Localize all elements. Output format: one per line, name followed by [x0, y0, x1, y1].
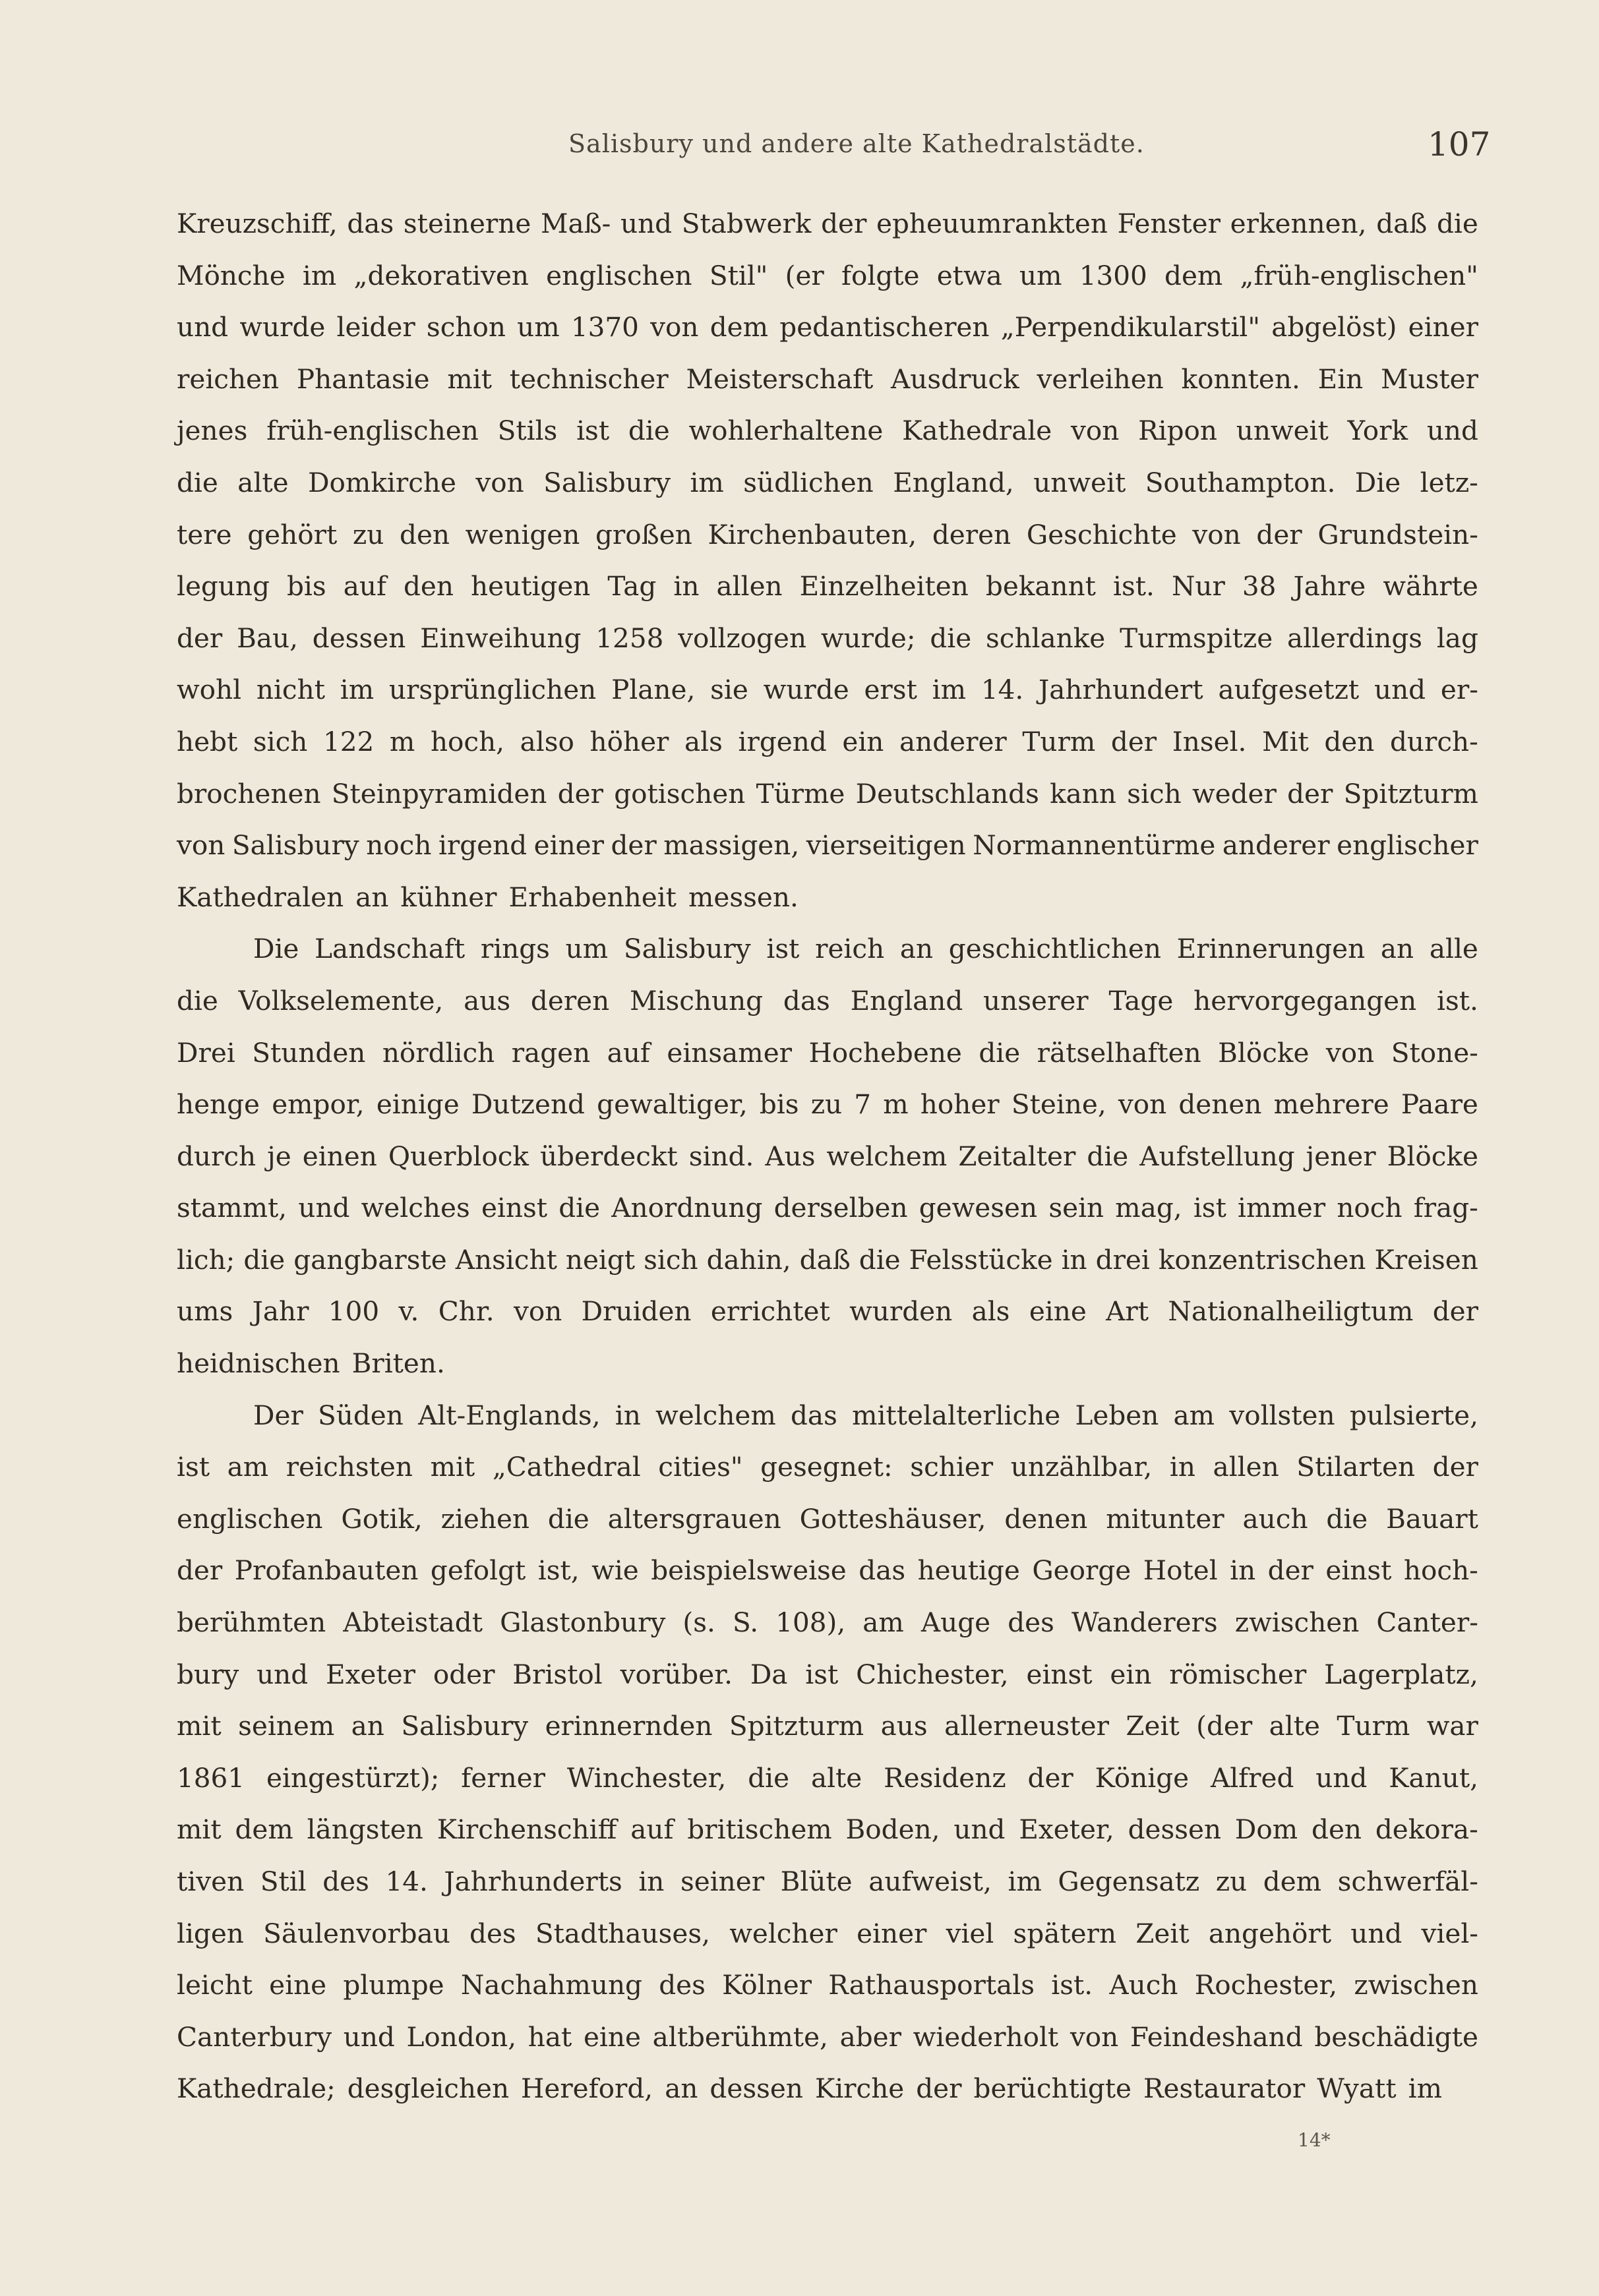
text-line: mit seinem an Salisbury erinnernden Spitzturm aus allerneuster Zeit (der alte Turm war — [177, 1710, 1478, 1742]
text-line: bury und Exeter oder Bristol vorüber. Da ist Chichester, einst ein römischer Lagerplatz, — [177, 1658, 1478, 1690]
body-text — [177, 198, 1478, 2115]
text-line: wohl nicht im ursprünglichen Plane, sie wurde erst im 14. Jahrhundert aufgesetzt und er- — [177, 674, 1478, 706]
text-line: Canterbury und London, hat eine altberühmte, aber wiederholt von Feindeshand beschädigte — [177, 2020, 1478, 2053]
text-line: und wurde leider schon um 1370 von dem pedantischeren „Perpendikularstil" abgelöst) einer — [177, 311, 1478, 343]
text-line: tiven Stil des 14. Jahrhunderts in seiner Blüte aufweist, im Gegensatz zu dem schwerfäl- — [177, 1866, 1478, 1897]
text-line: englischen Gotik, ziehen die altersgrauen Gotteshäuser, denen mitunter auch die Bauart — [177, 1502, 1478, 1535]
paragraph — [177, 198, 1478, 923]
text-line: von Salisbury noch irgend einer der massigen, vierseitigen Normannentürme anderer englischer — [177, 829, 1478, 862]
text-line: der Bau, dessen Einweihung 1258 vollzogen wurde; die schlanke Turmspitze allerdings lag — [177, 622, 1478, 654]
page-number: 107 — [1428, 125, 1491, 163]
text-line: lich; die gangbarste Ansicht neigt sich dahin, daß die Felsstücke in drei konzentrischen Kreisen — [177, 1243, 1478, 1276]
text-line: Drei Stunden nördlich ragen auf einsamer Hochebene die rätselhaften Blöcke von Stone- — [177, 1036, 1478, 1069]
paragraph — [177, 923, 1478, 1389]
text-line: stammt, und welches einst die Anordnung derselben gewesen sein mag, ist immer noch frag- — [177, 1192, 1478, 1224]
text-line: Kathedrale; desgleichen Hereford, an dessen Kirche der berüchtigte Restaurator Wyatt im — [177, 2073, 1442, 2105]
text-line: henge empor, einige Dutzend gewaltiger, bis zu 7 m hoher Steine, von denen mehrere Paare — [177, 1088, 1478, 1121]
signature-mark: 14* — [1298, 2129, 1331, 2151]
running-title: Salisbury und andere alte Kathedralstädte. — [568, 129, 1145, 158]
text-line: Kathedralen an kühner Erhabenheit messen. — [177, 881, 799, 913]
text-line: Kreuzschiff, das steinerne Maß- und Stabwerk der epheuumrankten Fenster erkennen, daß die — [177, 208, 1478, 239]
text-line: heidnischen Briten. — [177, 1347, 445, 1380]
text-line: brochenen Steinpyramiden der gotischen Türme Deutschlands kann sich weder der Spitzturm — [177, 777, 1478, 809]
text-line: reichen Phantasie mit technischer Meisterschaft Ausdruck verleihen konnten. Ein Muster — [177, 363, 1478, 395]
text-line: Die Landschaft rings um Salisbury ist reich an geschichtlichen Erinnerungen an alle — [253, 933, 1478, 965]
text-line: hebt sich 122 m hoch, also höher als irgend ein anderer Turm der Insel. Mit den durch- — [177, 725, 1478, 757]
text-line: die alte Domkirche von Salisbury im südlichen England, unweit Southampton. Die letz- — [177, 466, 1478, 498]
text-line: 1861 eingestürzt); ferner Winchester, die alte Residenz der Könige Alfred und Kanut, — [177, 1761, 1478, 1794]
text-line: ligen Säulenvorbau des Stadthauses, welcher einer viel spätern Zeit angehört und viel- — [177, 1917, 1478, 1949]
text-line: ist am reichsten mit „Cathedral cities" gesegnet: schier unzählbar, in allen Stilarten der — [177, 1451, 1478, 1483]
text-line: durch je einen Querblock überdeckt sind. Aus welchem Zeitalter die Aufstellung jener Blöcke — [177, 1140, 1478, 1172]
text-line: ums Jahr 100 v. Chr. von Druiden errichtet wurden als eine Art Nationalheiligtum der — [177, 1295, 1478, 1328]
text-line: mit dem längsten Kirchenschiff auf britischem Boden, und Exeter, dessen Dom den dekora- — [177, 1813, 1478, 1846]
running-head — [0, 125, 1599, 169]
text-line: der Profanbauten gefolgt ist, wie beispielsweise das heutige George Hotel in der einst hoch- — [177, 1554, 1478, 1587]
text-line: legung bis auf den heutigen Tag in allen Einzelheiten bekannt ist. Nur 38 Jahre währte — [177, 570, 1478, 603]
text-line: jenes früh-englischen Stils ist die wohlerhaltene Kathedrale von Ripon unweit York und — [177, 415, 1478, 447]
text-line: leicht eine plumpe Nachahmung des Kölner Rathausportals ist. Auch Rochester, zwischen — [177, 1969, 1478, 2001]
text-line: tere gehört zu den wenigen großen Kirchenbauten, deren Geschichte von der Grundstein- — [177, 518, 1478, 550]
text-line: Mönche im „dekorativen englischen Stil" (er folgte etwa um 1300 dem „früh-englischen" — [177, 259, 1478, 291]
text-line: Der Süden Alt-Englands, in welchem das mittelalterliche Leben am vollsten pulsierte, — [253, 1399, 1478, 1431]
text-line: die Volkselemente, aus deren Mischung das England unserer Tage hervorgegangen ist. — [177, 984, 1478, 1016]
paragraph — [177, 1390, 1478, 2115]
text-line: berühmten Abteistadt Glastonbury (s. S. 108), am Auge des Wanderers zwischen Canter- — [177, 1606, 1478, 1639]
